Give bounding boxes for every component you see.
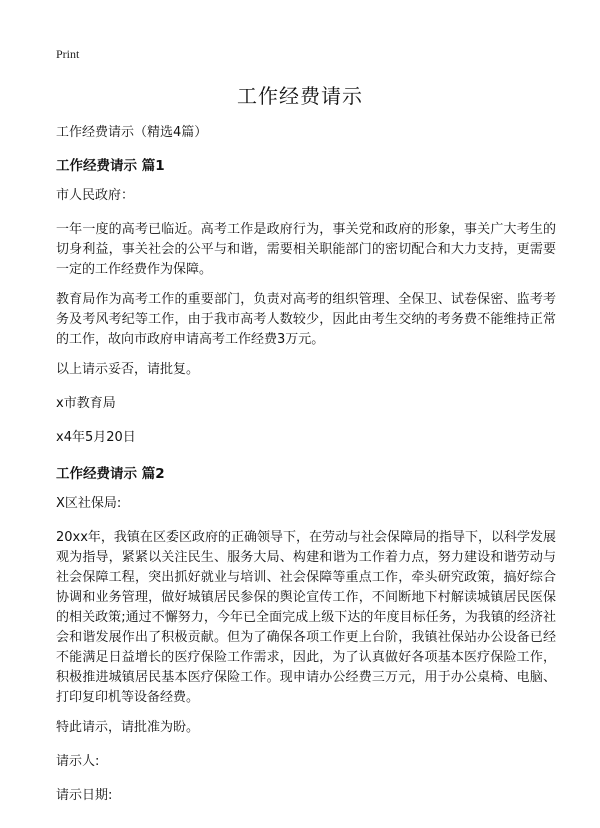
section-heading: 工作经费请示 篇2	[56, 466, 165, 482]
document-subtitle: 工作经费请示（精选4篇）	[56, 125, 208, 140]
date: x4年5月20日	[56, 430, 136, 445]
paragraph: 以上请示妥否，请批复。	[56, 362, 200, 377]
salutation: 市人民政府：	[56, 188, 135, 203]
section-1	[56, 154, 556, 448]
paragraph: 20xx年，我镇在区委区政府的正确领导下，在劳动与社会保障局的指导下，以科学发展观为指导，紧紧以关注民生、服务大局、构建和谐为工作着力点，努力建设和谐劳动与社会保障工程，突出抓好就业与培训、社会保障等重点工作，牵头研究政策，搞好综合协调和业务管理，做好城镇居民参保的舆论宣传工作，不间断地下村解读城镇居民医保的相关政策;通过不懈努力，今年已全面完成上级下达的年度目标任务，为我镇的经济社会和谐发展作出了积极贡献。但为了确保各项工作更上台阶，我镇社保站办公设备已经不能满足日益增长的医疗保险工作需求，因此，为了认真做好各项基本医疗保险工作，积极推进城镇居民基本医疗保险工作。现申请办公经费三万元，用于办公桌椅、电脑、打印复印机等设备经费。	[56, 530, 556, 705]
print-link[interactable]: Print	[56, 47, 80, 61]
paragraph: 特此请示，请批准为盼。	[56, 720, 200, 735]
signature: x市教育局	[56, 396, 116, 411]
document-title: 工作经费请示	[237, 84, 363, 108]
paragraph: 教育局作为高考工作的重要部门，负责对高考的组织管理、全保卫、试卷保密、监考考务及考风考纪等工作，由于我市高考人数较少，因此由考生交纳的考务费不能维持正常的工作，故向市政府申请高考工作经费3万元。	[56, 292, 556, 347]
requester-label: 请示人:	[56, 754, 100, 769]
section-2	[56, 462, 556, 806]
salutation: X区社保局:	[56, 496, 122, 511]
paragraph: 一年一度的高考已临近。高考工作是政府行为，事关党和政府的形象，事关广大考生的切身利益，事关社会的公平与和谐，需要相关职能部门的密切配合和大力支持，更需要一定的工作经费作为保障。	[56, 222, 556, 277]
section-heading: 工作经费请示 篇1	[56, 158, 165, 174]
document-body	[56, 121, 556, 820]
request-date-label: 请示日期:	[56, 788, 113, 803]
